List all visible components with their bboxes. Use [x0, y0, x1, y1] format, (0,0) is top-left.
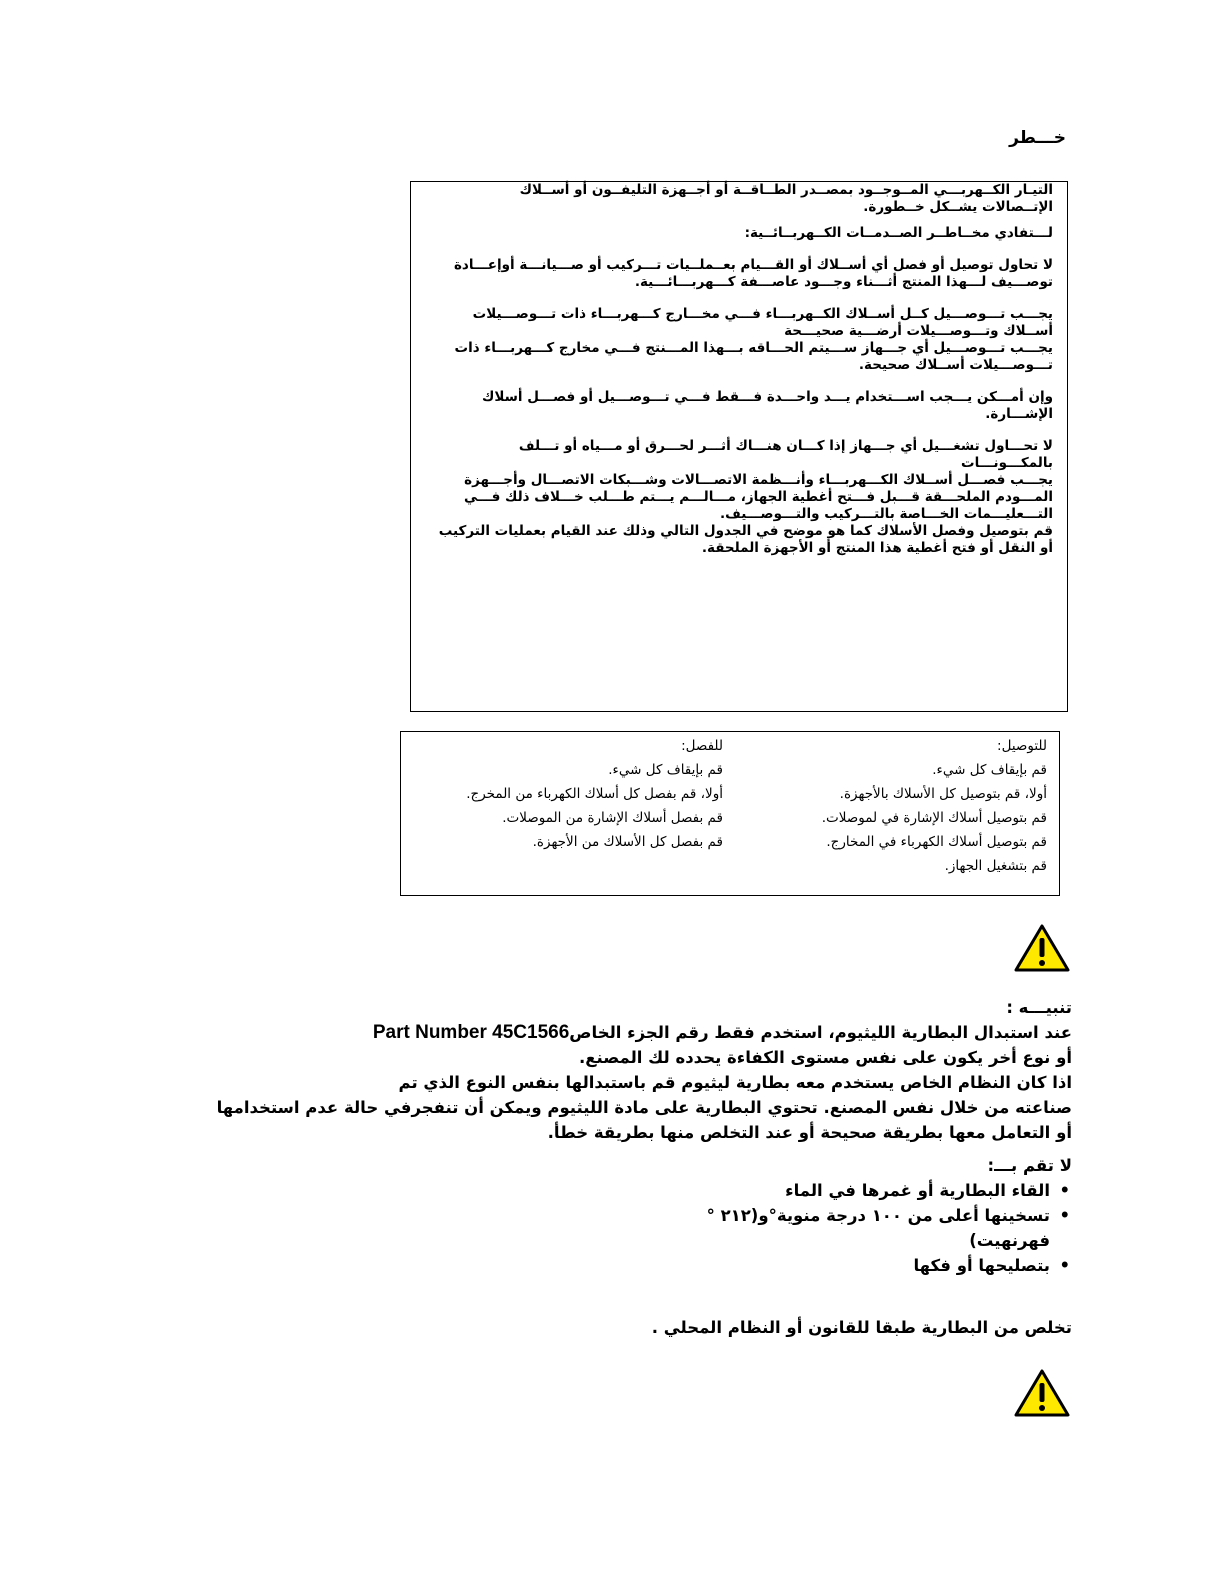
caution-line: أو نوع أخر يكون على نفس مستوى الكفاءة يحدده لك المصنع. [578, 1048, 1072, 1067]
danger-line: يجـــب تـــوصـــيل كــل أســلاك الكــهربـــاء فـــي مخـــارج كـــهربـــاء ذات تـــوصـــيلات [472, 306, 1053, 322]
connect-column [822, 734, 1047, 878]
connect-step: قم بتشغيل الجهاز. [944, 858, 1047, 874]
disconnect-step: قم بفصل أسلاك الإشارة من الموصلات. [502, 810, 723, 826]
danger-line: وإن أمـــكن يـــجب اســـتخدام يـــد واحـــدة فـــقط فـــي تـــوصـــيل أو فصـــل أسلاك [482, 389, 1053, 405]
list-item: • تسخينها أعلى من ١٠٠ درجة منوية°و(٢١٢ ° [252, 1203, 1072, 1228]
danger-line: بالمكـــونـــات [961, 455, 1053, 471]
warning-triangle-icon [1013, 1368, 1071, 1418]
caution-line: صناعته من خلال نفس المصنع. تحتوي البطارية على مادة الليثيوم ويمكن أن تنفجرفي حالة عدم استخدامها [216, 1098, 1072, 1117]
danger-notice-box [410, 181, 1068, 712]
caution-section [216, 995, 1072, 1278]
dont-heading: لا تقم بـــ: [987, 1156, 1072, 1175]
connect-title: للتوصيل: [997, 738, 1047, 754]
connect-step: قم بتوصيل أسلاك الإشارة في لموصلات. [821, 810, 1047, 826]
danger-line: يجـــب فصـــل أســلاك الكـــهربـــاء وأنـــظمة الاتصـــالات وشـــبكات الاتصـــال وأجـــهزة [464, 472, 1053, 488]
disconnect-step: قم بإيقاف كل شيء. [608, 762, 723, 778]
connect-step: أولا، قم بتوصيل كل الأسلاك بالأجهزة. [839, 786, 1047, 802]
list-item: • بتصليحها أو فكها [252, 1253, 1072, 1278]
disconnect-column [466, 734, 723, 854]
part-number: Part Number 45C1566 [372, 1022, 570, 1043]
danger-line: الإشـــارة. [985, 406, 1053, 422]
danger-line: تـــوصـــيلات أســلاك صحيحة. [858, 357, 1053, 373]
danger-line: لا تحاول توصيل أو فصل أي أســلاك أو القـــيام بعــملــيات تـــركيب أو صـــيانـــة أوإعـــادة [453, 257, 1053, 273]
connect-step: قم بإيقاف كل شيء. [932, 762, 1047, 778]
danger-line: أســلاك وتـــوصـــيلات أرضـــية صحيـــحة [784, 323, 1053, 339]
danger-line: توصـــيف لـــهذا المنتج أثـــناء وجـــود عاصـــفة كـــهربـــائـــية. [634, 274, 1053, 290]
danger-line: قم بتوصيل وفصل الأسلاك كما هو موضح في الجدول التالي وذلك عند القيام بعمليات التركيب [438, 523, 1053, 539]
danger-line: التـــعليـــمات الخـــاصة بالتـــركيب والتـــوصـــيف. [719, 506, 1053, 522]
dispose-instruction: تخلص من البطارية طبقا للقانون أو النظام المحلي . [651, 1318, 1072, 1337]
disconnect-step: أولا، قم بفصل كل أسلاك الكهرباء من المخرج. [466, 786, 723, 802]
danger-line: يجـــب تـــوصـــيل أي جـــهاز ســـيتم الحـــاقه بـــهذا المـــنتج فـــي مخارج كـــهربـــاء ذات [454, 340, 1053, 356]
caution-line: أو التعامل معها بطريقة صحيحة أو عند التخلص منها بطريقة خطأ. [547, 1123, 1072, 1142]
connect-disconnect-table [400, 731, 1060, 896]
list-item: • القاء البطارية أو غمرها في الماء [252, 1178, 1072, 1203]
danger-line: الإتــصالات يشــكل خــطورة. [863, 199, 1053, 215]
caution-heading: تنبيـــه : [1006, 998, 1072, 1017]
caution-text: عند استبدال البطارية الليثيوم، استخدم فقط رقم الجزء الخاص [569, 1023, 1072, 1042]
danger-line: لا تحـــاول تشغـــيل أي جـــهاز إذا كـــان هنـــاك أثـــر لحـــرق أو مـــياه أو تـــلف [518, 438, 1053, 454]
warning-triangle-icon [1013, 923, 1071, 973]
dont-list [252, 1178, 1072, 1278]
list-item-continuation [252, 1228, 1072, 1253]
caution-line [252, 1020, 1072, 1045]
danger-line: المـــودم الملحـــقة قـــبل فـــتح أغطية الجهاز، مـــالـــم يـــتم طـــلب خـــلاف ذلك فـــي [463, 489, 1053, 505]
connect-step: قم بتوصيل أسلاك الكهرباء في المخارج. [826, 834, 1047, 850]
disconnect-title: للفصل: [681, 738, 723, 754]
list-item-continuation-text: فهرنهيت) [969, 1231, 1050, 1250]
danger-line: التيـار الكــهربـــي المــوجــود بمصــدر الطــاقــة أو أجــهزة التليفــون أو أســلاك [519, 182, 1053, 198]
caution-line: اذا كان النظام الخاص يستخدم معه بطارية ليثيوم قم باستبدالها بنفس النوع الذي تم [398, 1073, 1072, 1092]
danger-line: لـــتفادي مخــاطــر الصــدمــات الكــهربــائــية: [744, 225, 1053, 241]
disconnect-step: قم بفصل كل الأسلاك من الأجهزة. [532, 834, 723, 850]
danger-heading: خـــطر [1009, 128, 1066, 148]
danger-line: أو النقل أو فتح أغطية هذا المنتج أو الأجهزة الملحقة. [701, 540, 1053, 556]
